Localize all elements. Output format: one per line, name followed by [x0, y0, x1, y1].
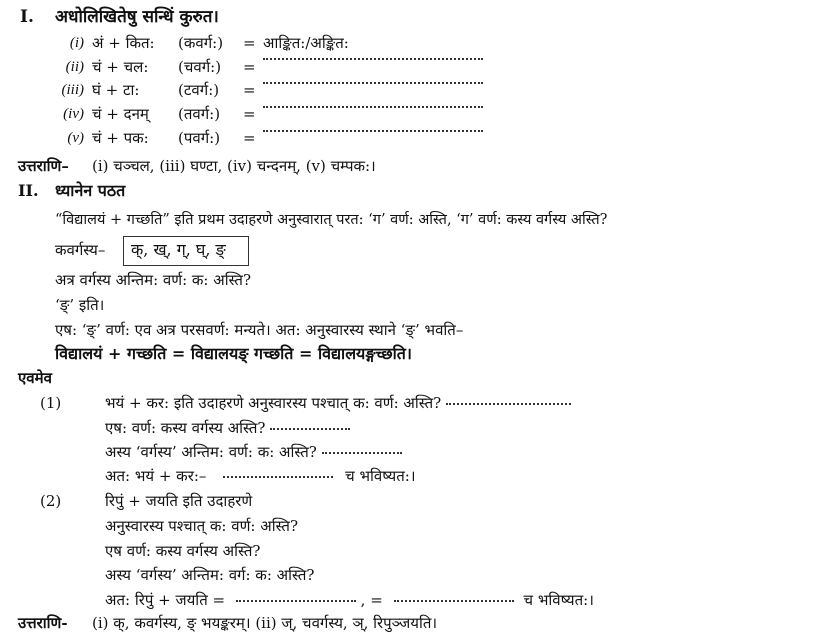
- row-varga: (पवर्ग:): [178, 129, 221, 147]
- row-expression: अं + कित:: [92, 34, 155, 52]
- row-expression: घं + टा:: [92, 81, 140, 99]
- row-index: (iii): [61, 82, 84, 98]
- row-equals: =: [243, 105, 256, 123]
- question-line: [105, 418, 350, 438]
- answer-blank[interactable]: [263, 48, 483, 68]
- question-text: च भविष्यत:।: [345, 467, 416, 485]
- row-equals: =: [243, 129, 256, 147]
- answer-blank[interactable]: [263, 96, 483, 116]
- answer-blank[interactable]: [446, 393, 571, 405]
- paragraph-line: “विद्यालयं + गच्छति” इति प्रथम उदाहरणे अनुस्वारात् परत: ‘ग’ वर्ण: अस्ति, ‘ग’ वर्ण: कस्य वर्गस्य अस्ति?: [55, 212, 608, 228]
- row-index: (iv): [63, 106, 84, 122]
- answer-blank[interactable]: [270, 418, 350, 430]
- row-varga: (कवर्ग:): [178, 34, 224, 52]
- answer-blank[interactable]: [263, 72, 483, 92]
- section-number: II.: [18, 181, 39, 200]
- answer-blank[interactable]: [263, 120, 483, 140]
- question-text: एष: वर्ण: कस्य वर्गस्य अस्ति?: [105, 419, 266, 437]
- kavarga-label: कवर्गस्य–: [55, 241, 106, 259]
- question-number: (1): [40, 394, 62, 412]
- answers-text: (i) क्, कवर्गस्य, ङ् भयङ्करम्। (ii) ज्, चवर्गस्य, ञ्, रिपुञ्जयति।: [92, 614, 438, 632]
- question-line: [105, 466, 416, 486]
- row-index: (ii): [65, 59, 84, 75]
- answer-blank[interactable]: [236, 590, 356, 602]
- answer-blank[interactable]: [322, 442, 402, 454]
- question-line: रिपुं + जयति इति उदाहरणे: [105, 492, 253, 510]
- paragraph-line: अत्र वर्गस्य अन्तिम: वर्ण: क: अस्ति?: [55, 271, 252, 289]
- paragraph-line: ‘ङ्’ इति।: [55, 296, 105, 314]
- row-varga: (टवर्ग:): [178, 81, 220, 99]
- question-line: [105, 590, 594, 610]
- question-number: (2): [40, 492, 62, 510]
- section-title: अधोलिखितेषु सन्धिं कुरुत।: [55, 7, 219, 27]
- row-equals: =: [243, 58, 256, 76]
- row-equals: =: [243, 34, 256, 52]
- question-line: [105, 393, 571, 413]
- question-text: अत: रिपुं + जयति =: [105, 591, 226, 609]
- section-number: I.: [20, 7, 34, 27]
- question-line: अस्य ‘वर्गस्य’ अन्तिम: वर्ग: क: अस्ति?: [105, 566, 315, 584]
- answers-text: (i) चञ्चल, (iii) घण्टा, (iv) चन्दनम्, (v) चम्पक:।: [92, 157, 376, 175]
- kavarga-letters: क्, ख्, ग्, घ्, ङ्: [131, 240, 226, 259]
- section-title: एवमेव: [18, 369, 52, 387]
- question-text: भयं + कर: इति उदाहरणे अनुस्वारस्य पश्चात् क: वर्ण: अस्ति?: [105, 394, 442, 412]
- row-expression: चं + पक:: [92, 129, 149, 147]
- question-text: , =: [360, 591, 383, 609]
- row-expression: चं + दनम्: [92, 105, 149, 123]
- row-answer: आङ्कित:/अङ्कित:: [263, 34, 349, 52]
- answers-label: उत्तराणि–: [18, 157, 69, 175]
- row-varga: (तवर्ग:): [178, 105, 221, 123]
- answers-label: उत्तराणि-: [18, 614, 68, 632]
- question-text: अत: भयं + कर:–: [105, 467, 207, 485]
- question-line: एष वर्ण: कस्य वर्गस्य अस्ति?: [105, 542, 261, 560]
- row-index: (v): [67, 130, 84, 146]
- example-equation: विद्यालयं + गच्छति = विद्यालयङ् गच्छति = विद्यालयङ्गच्छति।: [55, 344, 412, 363]
- answer-blank[interactable]: [223, 466, 333, 478]
- row-index: (i): [69, 35, 84, 51]
- question-text: अस्य ‘वर्गस्य’ अन्तिम: वर्ण: क: अस्ति?: [105, 443, 317, 461]
- answer-blank[interactable]: [394, 590, 514, 602]
- row-varga: (चवर्ग:): [178, 58, 222, 76]
- row-equals: =: [243, 81, 256, 99]
- question-line: [105, 442, 402, 462]
- question-text: च भविष्यत:।: [523, 591, 594, 609]
- question-line: अनुस्वारस्य पश्चात् क: वर्ण: अस्ति?: [105, 517, 299, 535]
- paragraph-line: एष: ‘ङ्’ वर्ण: एव अत्र परसवर्ण: मन्यते। अत: अनुस्वारस्य स्थाने ‘ङ्’ भवति–: [55, 321, 464, 339]
- row-expression: चं + चल:: [92, 58, 149, 76]
- section-title: ध्यानेन पठत: [55, 181, 126, 200]
